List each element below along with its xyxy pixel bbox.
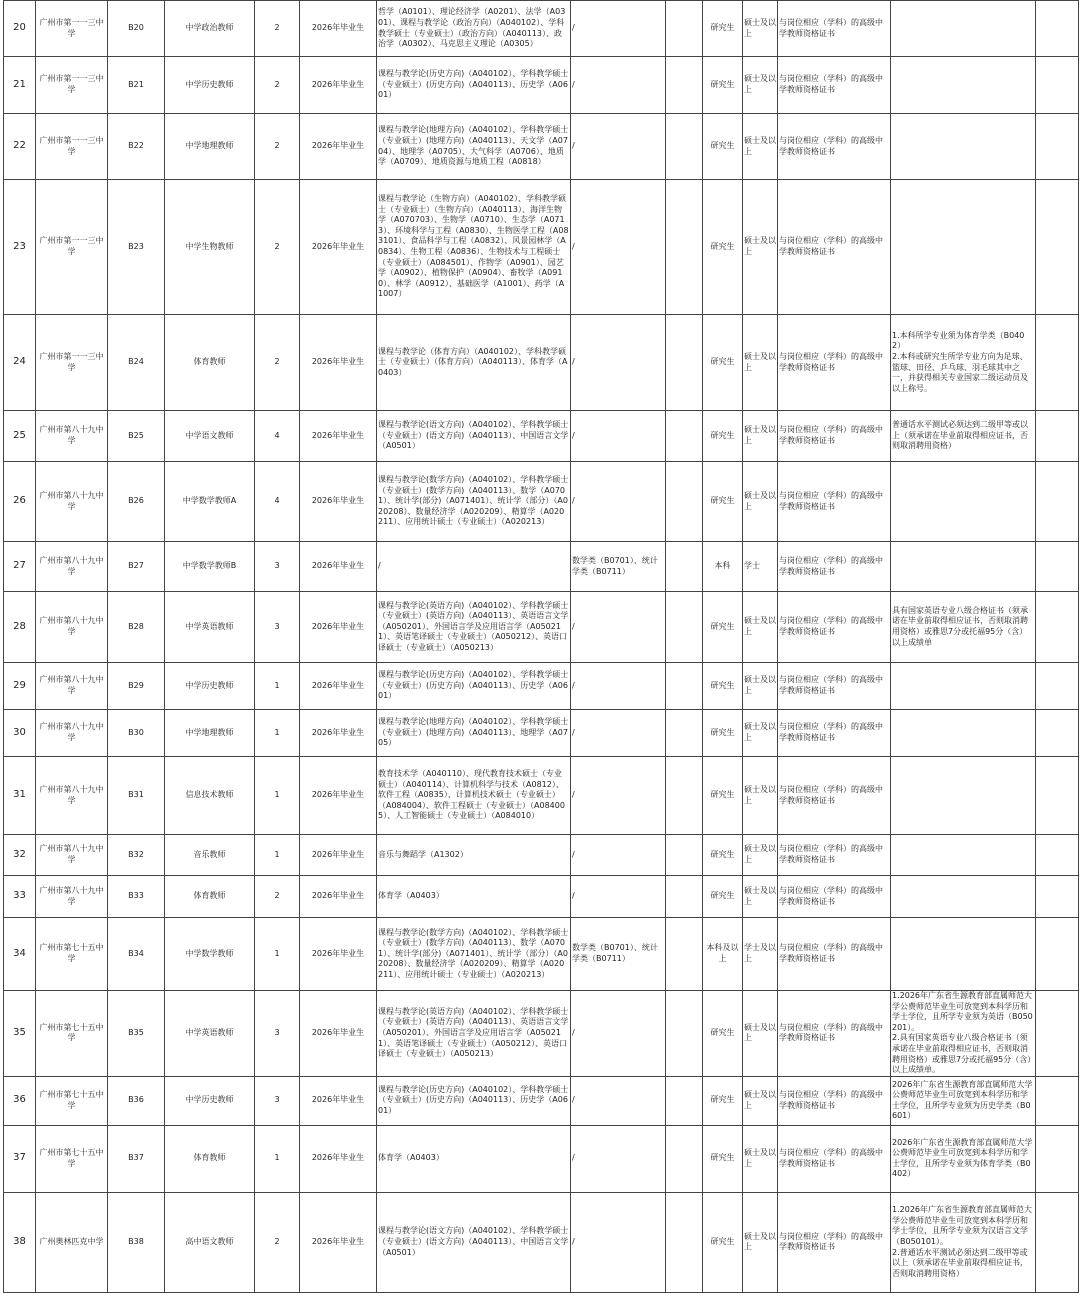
post-name: 中学历史教师 (165, 1076, 255, 1125)
table-row (4, 757, 1079, 835)
post-code: B27 (108, 542, 165, 592)
graduate-major: 课程与教学论(英语方向)（A040102）、学科教学硕士（专业硕士）(英语方向)（A040113）、英语语言文学（A050201）、外国语言学及应用语言学（A050211）、英语笔译硕士（专业硕士）（A050212）、英语口译硕士（专业硕士）（A050213） (377, 991, 571, 1077)
degree: 硕士及以上 (743, 1125, 778, 1192)
other-major (666, 315, 703, 411)
education-level: 本科及以上 (703, 918, 743, 991)
degree: 硕士及以上 (743, 180, 778, 315)
post-code: B26 (108, 462, 165, 542)
school-name: 广州市第八十九中学 (36, 710, 108, 757)
hire-count: 1 (255, 757, 300, 835)
degree: 硕士及以上 (743, 411, 778, 462)
post-code: B34 (108, 918, 165, 991)
education-level: 研究生 (703, 462, 743, 542)
other-requirements (891, 835, 1036, 876)
post-name: 音乐教师 (165, 835, 255, 876)
education-level: 研究生 (703, 1, 743, 57)
certificate: 与岗位相应（学科）的高级中学教师资格证书 (778, 835, 891, 876)
degree: 学士 (743, 542, 778, 592)
certificate: 与岗位相应（学科）的高级中学教师资格证书 (778, 114, 891, 180)
education-level: 研究生 (703, 57, 743, 114)
hire-count: 1 (255, 918, 300, 991)
undergraduate-major: / (571, 1076, 666, 1125)
post-code: B37 (108, 1125, 165, 1192)
graduate-major: 课程与教学论(数学方向)（A040102）、学科教学硕士（专业硕士）(数学方向)（A040113）、数学（A0701）、统计学(部分)（A071401）、统计学（部分）（A020208）、数量经济学（A020209）、精算学（A020211）、应用统计硕士（专业硕士）（A020213） (377, 462, 571, 542)
hire-count: 1 (255, 663, 300, 710)
other-major (666, 1, 703, 57)
school-name: 广州市第一一三中学 (36, 180, 108, 315)
hire-count: 2 (255, 1, 300, 57)
degree: 硕士及以上 (743, 592, 778, 663)
other-major (666, 918, 703, 991)
hire-count: 1 (255, 710, 300, 757)
other-major (666, 1192, 703, 1292)
remarks (1036, 1, 1079, 57)
post-name: 中学语文教师 (165, 411, 255, 462)
school-name: 广州奥林匹克中学 (36, 1192, 108, 1292)
graduate-major: 体育学（A0403） (377, 1125, 571, 1192)
row-number: 31 (4, 757, 36, 835)
table-row (4, 1076, 1079, 1125)
hire-count: 4 (255, 411, 300, 462)
post-name: 中学数学教师A (165, 462, 255, 542)
other-major (666, 462, 703, 542)
school-name: 广州市第八十九中学 (36, 542, 108, 592)
education-level: 研究生 (703, 411, 743, 462)
graduate-major: 课程与教学论（生物方向）（A040102）、学科教学硕士（专业硕士）（生物方向）（A040113）、海洋生物学（A070703）、生物学（A0710）、生态学（A0713）、环境科学与工程（A0830）、生物医学工程（A083101）、食品科学与工程（A0832）、风景园林学（A0834）、生物工程（A0836）、生物技术与工程硕士（专业硕士）（A084501）、作物学（A0901）、园艺学（A0902）、植物保护（A0904）、畜牧学（A0910）、林学（A0912）、基础医学（A1001）、药学（A1007） (377, 180, 571, 315)
undergraduate-major: / (571, 757, 666, 835)
candidate-type: 2026年毕业生 (300, 411, 377, 462)
undergraduate-major: / (571, 1192, 666, 1292)
table-row (4, 114, 1079, 180)
post-name: 中学政治教师 (165, 1, 255, 57)
candidate-type: 2026年毕业生 (300, 315, 377, 411)
post-code: B21 (108, 57, 165, 114)
education-level: 研究生 (703, 876, 743, 918)
hire-count: 3 (255, 592, 300, 663)
other-major (666, 542, 703, 592)
education-level: 研究生 (703, 1192, 743, 1292)
table-row (4, 1, 1079, 57)
row-number: 25 (4, 411, 36, 462)
row-number: 26 (4, 462, 36, 542)
education-level: 研究生 (703, 114, 743, 180)
candidate-type: 2026年毕业生 (300, 114, 377, 180)
remarks (1036, 315, 1079, 411)
post-name: 中学数学教师 (165, 918, 255, 991)
row-number: 22 (4, 114, 36, 180)
other-requirements: 2026年广东省生源教育部直属师范大学公费师范毕业生可放宽到本科学历和学士学位，且所学专业须为体育学类（B0402） (891, 1125, 1036, 1192)
certificate: 与岗位相应（学科）的高级中学教师资格证书 (778, 592, 891, 663)
undergraduate-major: / (571, 835, 666, 876)
certificate: 与岗位相应（学科）的高级中学教师资格证书 (778, 542, 891, 592)
certificate: 与岗位相应（学科）的高级中学教师资格证书 (778, 411, 891, 462)
row-number: 34 (4, 918, 36, 991)
graduate-major: 课程与教学论（体育方向）（A040102）、学科教学硕士（专业硕士）（体育方向）（A040113）、体育学（A0403） (377, 315, 571, 411)
undergraduate-major: / (571, 592, 666, 663)
candidate-type: 2026年毕业生 (300, 1192, 377, 1292)
certificate: 与岗位相应（学科）的高级中学教师资格证书 (778, 180, 891, 315)
other-requirements (891, 180, 1036, 315)
other-major (666, 411, 703, 462)
row-number: 27 (4, 542, 36, 592)
post-code: B22 (108, 114, 165, 180)
undergraduate-major: 数学类（B0701）、统计学类（B0711） (571, 918, 666, 991)
degree: 学士及以上 (743, 918, 778, 991)
undergraduate-major: / (571, 315, 666, 411)
certificate: 与岗位相应（学科）的高级中学教师资格证书 (778, 710, 891, 757)
row-number: 37 (4, 1125, 36, 1192)
education-level: 本科 (703, 542, 743, 592)
recruitment-table (3, 0, 1079, 1293)
hire-count: 2 (255, 315, 300, 411)
table-row (4, 592, 1079, 663)
undergraduate-major: / (571, 180, 666, 315)
undergraduate-major: / (571, 57, 666, 114)
education-level: 研究生 (703, 180, 743, 315)
school-name: 广州市第八十九中学 (36, 757, 108, 835)
graduate-major: 哲学（A0101）、理论经济学（A0201）、法学（A0301）、课程与教学论（政治方向）（A040102）、学科教学硕士（专业硕士）（政治方向）（A040113）、政治学（A0302）、马克思主义理论（A0305） (377, 1, 571, 57)
school-name: 广州市第八十九中学 (36, 411, 108, 462)
other-requirements (891, 1, 1036, 57)
other-major (666, 1125, 703, 1192)
post-name: 中学历史教师 (165, 57, 255, 114)
candidate-type: 2026年毕业生 (300, 876, 377, 918)
undergraduate-major: / (571, 1125, 666, 1192)
school-name: 广州市第一一三中学 (36, 1, 108, 57)
table-row (4, 57, 1079, 114)
graduate-major: 课程与教学论(英语方向)（A040102）、学科教学硕士（专业硕士）(英语方向)（A040113）、英语语言文学（A050201）、外国语言学及应用语言学（A050211）、英语笔译硕士（专业硕士）（A050212）、英语口译硕士（专业硕士）（A050213） (377, 592, 571, 663)
certificate: 与岗位相应（学科）的高级中学教师资格证书 (778, 1, 891, 57)
other-major (666, 57, 703, 114)
graduate-major: 课程与教学论(数学方向)（A040102）、学科教学硕士（专业硕士）(数学方向)（A040113）、数学（A0701）、统计学(部分)（A071401）、统计学（部分）（A020208）、数量经济学（A020209）、精算学（A020211）、应用统计硕士（专业硕士）（A020213） (377, 918, 571, 991)
candidate-type: 2026年毕业生 (300, 710, 377, 757)
remarks (1036, 1076, 1079, 1125)
graduate-major: 体育学（A0403） (377, 876, 571, 918)
remarks (1036, 180, 1079, 315)
other-requirements (891, 114, 1036, 180)
graduate-major: 课程与教学论(历史方向)（A040102）、学科教学硕士（专业硕士）(历史方向)（A040113）、历史学（A0601） (377, 663, 571, 710)
hire-count: 2 (255, 1192, 300, 1292)
table-row (4, 663, 1079, 710)
remarks (1036, 918, 1079, 991)
hire-count: 2 (255, 876, 300, 918)
post-code: B35 (108, 991, 165, 1077)
table-row (4, 462, 1079, 542)
education-level: 研究生 (703, 991, 743, 1077)
candidate-type: 2026年毕业生 (300, 918, 377, 991)
hire-count: 1 (255, 835, 300, 876)
other-major (666, 757, 703, 835)
post-name: 中学英语教师 (165, 991, 255, 1077)
education-level: 研究生 (703, 592, 743, 663)
degree: 硕士及以上 (743, 315, 778, 411)
graduate-major: / (377, 542, 571, 592)
post-name: 体育教师 (165, 315, 255, 411)
remarks (1036, 835, 1079, 876)
candidate-type: 2026年毕业生 (300, 835, 377, 876)
school-name: 广州市第一一三中学 (36, 114, 108, 180)
degree: 硕士及以上 (743, 1, 778, 57)
row-number: 35 (4, 991, 36, 1077)
row-number: 30 (4, 710, 36, 757)
row-number: 33 (4, 876, 36, 918)
post-code: B36 (108, 1076, 165, 1125)
graduate-major: 音乐与舞蹈学（A1302） (377, 835, 571, 876)
other-requirements (891, 757, 1036, 835)
table-row (4, 876, 1079, 918)
post-name: 中学地理教师 (165, 710, 255, 757)
certificate: 与岗位相应（学科）的高级中学教师资格证书 (778, 57, 891, 114)
candidate-type: 2026年毕业生 (300, 1125, 377, 1192)
certificate: 与岗位相应（学科）的高级中学教师资格证书 (778, 1192, 891, 1292)
other-requirements (891, 57, 1036, 114)
certificate: 与岗位相应（学科）的高级中学教师资格证书 (778, 918, 891, 991)
table-row (4, 411, 1079, 462)
certificate: 与岗位相应（学科）的高级中学教师资格证书 (778, 991, 891, 1077)
hire-count: 4 (255, 462, 300, 542)
undergraduate-major: / (571, 114, 666, 180)
other-major (666, 876, 703, 918)
education-level: 研究生 (703, 835, 743, 876)
row-number: 36 (4, 1076, 36, 1125)
hire-count: 3 (255, 542, 300, 592)
table-row (4, 710, 1079, 757)
school-name: 广州市第八十九中学 (36, 592, 108, 663)
remarks (1036, 876, 1079, 918)
remarks (1036, 114, 1079, 180)
hire-count: 2 (255, 57, 300, 114)
degree: 硕士及以上 (743, 757, 778, 835)
other-requirements: 1.2026年广东省生源教育部直属师范大学公费师范毕业生可放宽到本科学历和学士学位，且所学专业须为英语（B050201）。 2.具有国家英语专业八级合格证书（须承诺在毕业前取得相应证书，否则取消聘用资格）或雅思7分或托福95分（含）以上成绩单。 (891, 991, 1036, 1077)
row-number: 24 (4, 315, 36, 411)
post-code: B29 (108, 663, 165, 710)
remarks (1036, 991, 1079, 1077)
other-requirements (891, 663, 1036, 710)
hire-count: 1 (255, 1125, 300, 1192)
school-name: 广州市第一一三中学 (36, 57, 108, 114)
other-major (666, 114, 703, 180)
remarks (1036, 462, 1079, 542)
table-row (4, 991, 1079, 1077)
education-level: 研究生 (703, 315, 743, 411)
post-code: B24 (108, 315, 165, 411)
other-requirements (891, 918, 1036, 991)
table-row (4, 1125, 1079, 1192)
post-name: 信息技术教师 (165, 757, 255, 835)
degree: 硕士及以上 (743, 876, 778, 918)
graduate-major: 课程与教学论(历史方向)（A040102）、学科教学硕士（专业硕士）(历史方向)（A040113）、历史学（A0601） (377, 1076, 571, 1125)
undergraduate-major: / (571, 710, 666, 757)
table-row (4, 835, 1079, 876)
table-row (4, 918, 1079, 991)
undergraduate-major: / (571, 991, 666, 1077)
other-major (666, 1076, 703, 1125)
degree: 硕士及以上 (743, 1192, 778, 1292)
degree: 硕士及以上 (743, 835, 778, 876)
hire-count: 2 (255, 180, 300, 315)
other-requirements: 2026年广东省生源教育部直属师范大学公费师范毕业生可放宽到本科学历和学士学位，且所学专业须为历史学类（B0601） (891, 1076, 1036, 1125)
remarks (1036, 757, 1079, 835)
remarks (1036, 411, 1079, 462)
graduate-major: 课程与教学论(历史方向)（A040102）、学科教学硕士（专业硕士）(历史方向)（A040113）、历史学（A0601） (377, 57, 571, 114)
graduate-major: 课程与教学论(地理方向)（A040102）、学科教学硕士（专业硕士）(地理方向)（A040113）、天文学（A0704）、地理学（A0705）、大气科学（A0706）、地质学（A0709）、地质资源与地质工程（A0818） (377, 114, 571, 180)
remarks (1036, 710, 1079, 757)
other-requirements (891, 876, 1036, 918)
post-code: B28 (108, 592, 165, 663)
table-row (4, 180, 1079, 315)
school-name: 广州市第七十五中学 (36, 1076, 108, 1125)
other-requirements (891, 542, 1036, 592)
graduate-major: 课程与教学论(地理方向)（A040102）、学科教学硕士（专业硕士）(地理方向)（A040113）、地理学（A0705） (377, 710, 571, 757)
graduate-major: 课程与教学论(语文方向)（A040102）、学科教学硕士（专业硕士）(语文方向)（A040113）、中国语言文学（A0501） (377, 411, 571, 462)
table-row (4, 1192, 1079, 1292)
hire-count: 3 (255, 991, 300, 1077)
other-requirements (891, 462, 1036, 542)
row-number: 28 (4, 592, 36, 663)
candidate-type: 2026年毕业生 (300, 1, 377, 57)
certificate: 与岗位相应（学科）的高级中学教师资格证书 (778, 757, 891, 835)
degree: 硕士及以上 (743, 57, 778, 114)
remarks (1036, 592, 1079, 663)
remarks (1036, 663, 1079, 710)
school-name: 广州市第八十九中学 (36, 462, 108, 542)
degree: 硕士及以上 (743, 710, 778, 757)
post-code: B38 (108, 1192, 165, 1292)
certificate: 与岗位相应（学科）的高级中学教师资格证书 (778, 1076, 891, 1125)
undergraduate-major: / (571, 462, 666, 542)
school-name: 广州市第八十九中学 (36, 835, 108, 876)
post-name: 中学地理教师 (165, 114, 255, 180)
undergraduate-major: / (571, 1, 666, 57)
degree: 硕士及以上 (743, 1076, 778, 1125)
certificate: 与岗位相应（学科）的高级中学教师资格证书 (778, 315, 891, 411)
other-major (666, 710, 703, 757)
education-level: 研究生 (703, 710, 743, 757)
education-level: 研究生 (703, 1125, 743, 1192)
degree: 硕士及以上 (743, 663, 778, 710)
other-major (666, 991, 703, 1077)
other-requirements: 具有国家英语专业八级合格证书（须承诺在毕业前取得相应证书，否则取消聘用资格）或雅思7分或托福95分（含）以上成绩单 (891, 592, 1036, 663)
post-code: B33 (108, 876, 165, 918)
post-name: 体育教师 (165, 1125, 255, 1192)
row-number: 32 (4, 835, 36, 876)
other-requirements: 1.本科所学专业须为体育学类（B0402） 2.本科或研究生所学专业方向为足球、篮球、田径、乒乓球、羽毛球其中之一，并获得相关专业国家二级运动员及以上称号。 (891, 315, 1036, 411)
candidate-type: 2026年毕业生 (300, 180, 377, 315)
row-number: 20 (4, 1, 36, 57)
school-name: 广州市第七十五中学 (36, 991, 108, 1077)
other-requirements: 1.2026年广东省生源教育部直属师范大学公费师范毕业生可放宽到本科学历和学士学位，且所学专业须为汉语言文学（B050101）。 2.普通话水平测试必须达到二级甲等或以上（须承诺在毕业前取得相应证书，否则取消聘用资格） (891, 1192, 1036, 1292)
undergraduate-major: / (571, 876, 666, 918)
school-name: 广州市第七十五中学 (36, 918, 108, 991)
graduate-major: 教育技术学（A040110）、现代教育技术硕士（专业硕士）（A040114）、计算机科学与技术（A0812）、软件工程（A0835）、计算机技术硕士（专业硕士）（A084004）、软件工程硕士（专业硕士）（A084005）、人工智能硕士（专业硕士）（A084010） (377, 757, 571, 835)
school-name: 广州市第八十九中学 (36, 876, 108, 918)
post-name: 体育教师 (165, 876, 255, 918)
education-level: 研究生 (703, 663, 743, 710)
post-code: B23 (108, 180, 165, 315)
graduate-major: 课程与教学论(语文方向)（A040102）、学科教学硕士（专业硕士）(语文方向)（A040113）、中国语言文学（A0501） (377, 1192, 571, 1292)
degree: 硕士及以上 (743, 991, 778, 1077)
other-major (666, 835, 703, 876)
post-name: 中学数学教师B (165, 542, 255, 592)
post-code: B30 (108, 710, 165, 757)
candidate-type: 2026年毕业生 (300, 991, 377, 1077)
post-name: 中学历史教师 (165, 663, 255, 710)
candidate-type: 2026年毕业生 (300, 462, 377, 542)
candidate-type: 2026年毕业生 (300, 757, 377, 835)
remarks (1036, 1125, 1079, 1192)
other-major (666, 180, 703, 315)
row-number: 21 (4, 57, 36, 114)
school-name: 广州市第八十九中学 (36, 663, 108, 710)
remarks (1036, 57, 1079, 114)
remarks (1036, 1192, 1079, 1292)
remarks (1036, 542, 1079, 592)
school-name: 广州市第七十五中学 (36, 1125, 108, 1192)
post-name: 高中语文教师 (165, 1192, 255, 1292)
candidate-type: 2026年毕业生 (300, 1076, 377, 1125)
degree: 硕士及以上 (743, 462, 778, 542)
certificate: 与岗位相应（学科）的高级中学教师资格证书 (778, 663, 891, 710)
certificate: 与岗位相应（学科）的高级中学教师资格证书 (778, 462, 891, 542)
candidate-type: 2026年毕业生 (300, 592, 377, 663)
row-number: 23 (4, 180, 36, 315)
school-name: 广州市第一一三中学 (36, 315, 108, 411)
education-level: 研究生 (703, 757, 743, 835)
candidate-type: 2026年毕业生 (300, 663, 377, 710)
candidate-type: 2026年毕业生 (300, 57, 377, 114)
hire-count: 3 (255, 1076, 300, 1125)
post-code: B32 (108, 835, 165, 876)
post-code: B31 (108, 757, 165, 835)
post-name: 中学英语教师 (165, 592, 255, 663)
undergraduate-major: / (571, 411, 666, 462)
row-number: 38 (4, 1192, 36, 1292)
row-number: 29 (4, 663, 36, 710)
education-level: 研究生 (703, 1076, 743, 1125)
undergraduate-major: 数学类（B0701）、统计学类（B0711） (571, 542, 666, 592)
table-row (4, 315, 1079, 411)
post-code: B20 (108, 1, 165, 57)
certificate: 与岗位相应（学科）的高级中学教师资格证书 (778, 876, 891, 918)
other-major (666, 592, 703, 663)
candidate-type: 2026年毕业生 (300, 542, 377, 592)
other-requirements: 普通话水平测试必须达到二级甲等或以上（须承诺在毕业前取得相应证书，否则取消聘用资格） (891, 411, 1036, 462)
degree: 硕士及以上 (743, 114, 778, 180)
hire-count: 2 (255, 114, 300, 180)
undergraduate-major: / (571, 663, 666, 710)
table-row (4, 542, 1079, 592)
post-name: 中学生物教师 (165, 180, 255, 315)
other-requirements (891, 710, 1036, 757)
other-major (666, 663, 703, 710)
post-code: B25 (108, 411, 165, 462)
certificate: 与岗位相应（学科）的高级中学教师资格证书 (778, 1125, 891, 1192)
